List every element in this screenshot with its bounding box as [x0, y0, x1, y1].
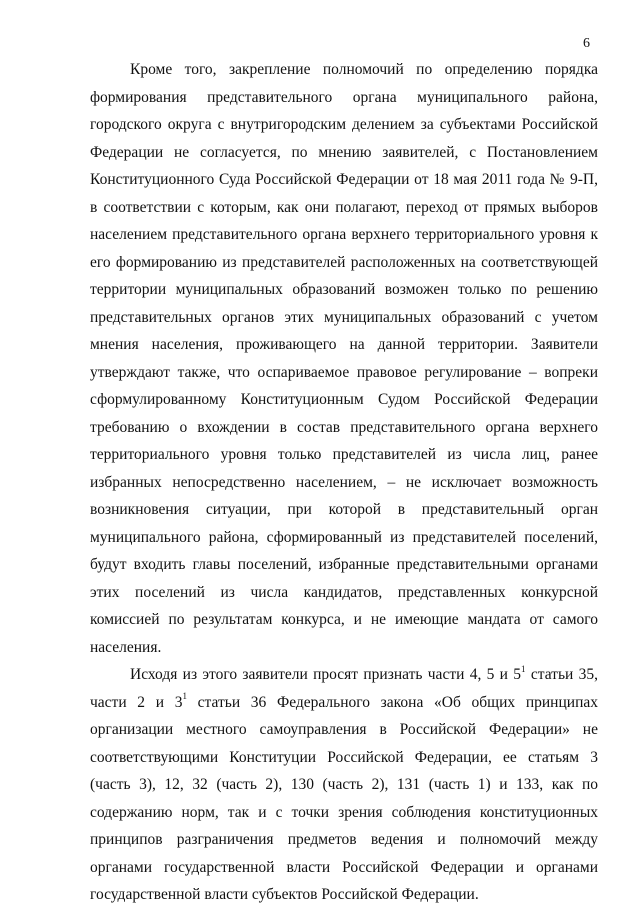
paragraph-2-part-2: статьи 35, части 2 и 3: [90, 666, 598, 711]
page-number: 6: [583, 36, 590, 51]
paragraph-1: Кроме того, закрепление полномочий по определению порядка формирования представительного органа муниципального района, городского округа с внутригородским делением за субъектами Российской Федерации не согласуется, по мнению заявителей, с Постановлением Конституционного Суда Российской Федерации от 18 мая 2011 года № 9-П, в соответствии с которым, как они полагают, переход от прямых выборов населением представительного органа верхнего территориального уровня к его формированию из представителей расположенных на соответствующей территории муниципальных образований возможен только по решению представительных органов этих муниципальных образований с учетом мнения населения, проживающего на данной территории. Заявители утверждают также, что оспариваемое правовое регулирование – вопреки сформулированному Конституционным Судом Российской Федерации требованию о вхождении в состав представительного органа верхнего территориального уровня только представителей из числа лиц, ранее избранных непосредственно населением, – не исключает возможность возникновения ситуации, при которой в представительный орган муниципального района, сформированный из представителей поселений, будут входить главы поселений, избранные представительными органами этих поселений из числа кандидатов, представленных конкурсной комиссией по результатам конкурса, и не имеющие мандата от самого населения.: [90, 61, 598, 656]
paragraph-2-part-1: Исходя из этого заявители просят признать части 4, 5 и 5: [130, 666, 522, 683]
paragraph-2-part-3: статьи 36 Федерального закона «Об общих принципах организации местного самоуправления в Российской Федерации» не соответствующими Конституции Российской Федерации, ее статьям 3 (часть 3), 12, 32 (часть 2), 130 (часть 2), 131 (часть 1) и 133, как по содержанию норм, так и с точки зрения соблюдения конституционных принципов разграничения предметов ведения и полномочий между органами государственной власти Российской Федерации и органами государственной власти субъектов Российской Федерации.: [90, 693, 598, 903]
paragraph-2: [90, 661, 598, 909]
document-body: [90, 56, 598, 909]
superscript-1: 1: [521, 663, 526, 674]
superscript-2: 1: [182, 691, 187, 702]
